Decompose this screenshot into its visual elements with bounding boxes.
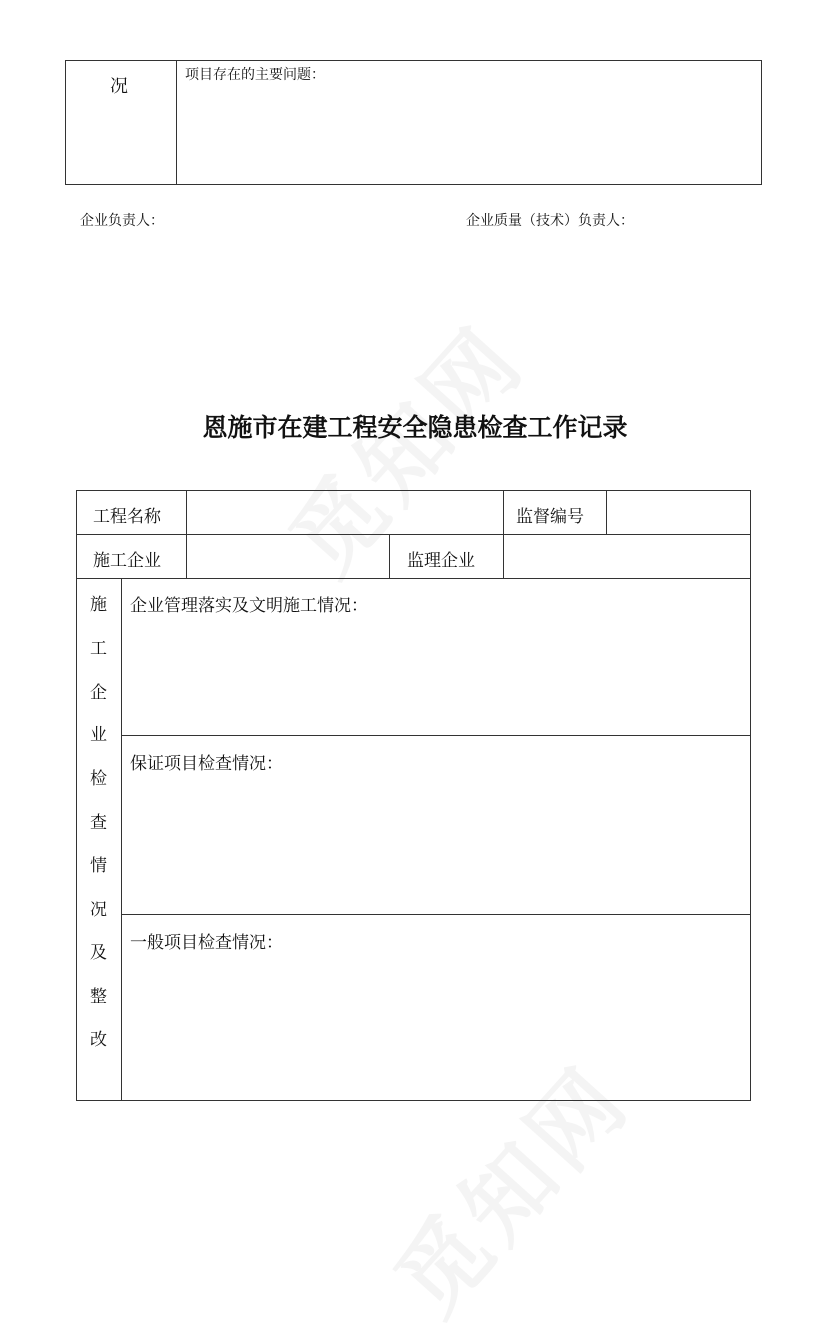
side-label-char: 整: [90, 987, 107, 1007]
project-name-label: 工程名称: [93, 507, 161, 527]
supervision-number-label: 监督编号: [516, 507, 584, 527]
supervision-number-field[interactable]: [614, 502, 744, 526]
side-label-char: 施: [90, 595, 107, 615]
side-label-char: 工: [90, 639, 107, 659]
side-label-char: 检: [90, 769, 107, 789]
col-divider-r2-b: [389, 534, 390, 578]
construction-company-label: 施工企业: [93, 551, 161, 571]
page-title: 恩施市在建工程安全隐患检查工作记录: [202, 413, 628, 442]
side-label-char: 及: [90, 943, 107, 963]
supervising-company-label: 监理企业: [407, 551, 475, 571]
top-left-char: 况: [110, 76, 128, 97]
col-divider-r1-a: [186, 490, 187, 534]
col-divider-r2-c: [503, 534, 504, 578]
section-general-items-label: 一般项目检查情况：: [130, 933, 283, 953]
row-divider-1: [76, 534, 751, 535]
col-divider-r1-b: [503, 490, 504, 534]
section-divider-2: [121, 914, 751, 915]
col-divider-r1-c: [606, 490, 607, 534]
side-label-char: 查: [90, 813, 107, 833]
col-divider-r2-a: [186, 534, 187, 578]
problems-label: 项目存在的主要问题：: [185, 67, 325, 83]
section-divider-1: [121, 735, 751, 736]
section-guarantee-items-label: 保证项目检查情况：: [130, 754, 283, 774]
side-label-char: 业: [90, 725, 107, 745]
inspection-form-table: [76, 490, 751, 1101]
side-column-divider: [121, 578, 122, 1101]
quality-head-signature: 企业质量（技术）负责人：: [466, 213, 634, 229]
row-divider-2: [76, 578, 751, 579]
top-fragment-table: [65, 60, 762, 185]
enterprise-head-signature: 企业负责人：: [80, 213, 164, 229]
side-label-char: 改: [90, 1030, 107, 1050]
side-label-char: 情: [90, 856, 107, 876]
supervising-company-field[interactable]: [512, 546, 742, 570]
construction-company-field[interactable]: [196, 546, 381, 570]
section-management-label: 企业管理落实及文明施工情况：: [130, 596, 368, 616]
project-name-field[interactable]: [196, 502, 496, 526]
top-fragment-divider: [176, 60, 177, 185]
side-label-char: 况: [90, 900, 107, 920]
side-label-char: 企: [90, 683, 107, 703]
